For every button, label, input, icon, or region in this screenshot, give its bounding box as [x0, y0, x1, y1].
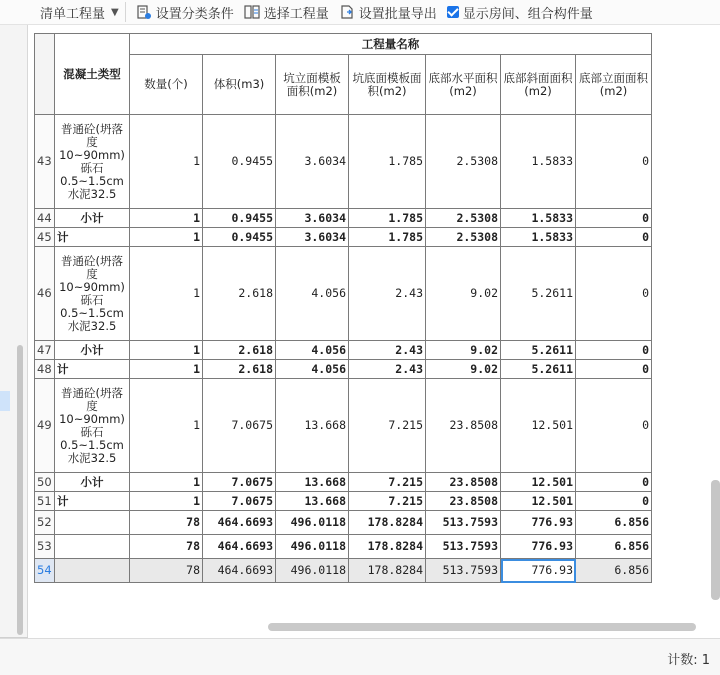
cell-volume[interactable]: 2.618 — [203, 247, 276, 341]
cell-count[interactable]: 1 — [130, 247, 203, 341]
cell-volume[interactable]: 464.6693 — [203, 559, 276, 583]
quantity-grid — [34, 33, 652, 583]
cell-pit-vertical-form[interactable]: 4.056 — [276, 247, 349, 341]
row-number[interactable]: 48 — [35, 360, 55, 379]
category-settings-icon — [136, 4, 152, 20]
header-bottom-horizontal[interactable]: 底部水平面积(m2) — [426, 55, 501, 115]
table-row[interactable] — [35, 247, 652, 341]
cell-bottom-vertical[interactable]: 0 — [576, 341, 652, 360]
row-number[interactable]: 46 — [35, 247, 55, 341]
cell-bottom-vertical[interactable]: 0 — [576, 228, 652, 247]
list-quantity-dropdown-label: 清单工程量 — [40, 6, 106, 22]
cell-bottom-slope[interactable]: 5.2611 — [501, 360, 576, 379]
table-row[interactable] — [35, 379, 652, 473]
total-label[interactable]: 计 — [55, 228, 130, 247]
status-bar — [0, 638, 720, 675]
batch-export-button[interactable] — [339, 3, 437, 22]
cell-pit-bottom-form[interactable]: 1.785 — [349, 115, 426, 209]
total-label[interactable]: 计 — [55, 360, 130, 379]
toolbar — [0, 0, 720, 25]
cell-pit-vertical-form[interactable]: 13.668 — [276, 473, 349, 492]
cell-bottom-slope[interactable]: 776.93 — [501, 535, 576, 559]
vertical-scrollbar[interactable] — [711, 480, 720, 600]
cell-pit-vertical-form[interactable]: 3.6034 — [276, 209, 349, 228]
select-quantity-label: 选择工程量 — [263, 6, 329, 22]
cell-bottom-vertical[interactable]: 6.856 — [576, 559, 652, 583]
checkbox-checked-icon — [447, 6, 459, 18]
cell-bottom-slope[interactable]: 1.5833 — [501, 209, 576, 228]
row-number[interactable]: 51 — [35, 492, 55, 511]
subtotal-label[interactable]: 小计 — [55, 209, 130, 228]
cell-volume[interactable]: 0.9455 — [203, 115, 276, 209]
cell-bottom-horizontal[interactable]: 2.5308 — [426, 209, 501, 228]
cell-pit-bottom-form[interactable]: 1.785 — [349, 228, 426, 247]
cell-pit-vertical-form[interactable]: 496.0118 — [276, 535, 349, 559]
cell-pit-vertical-form[interactable]: 496.0118 — [276, 559, 349, 583]
table-row[interactable] — [35, 209, 652, 228]
header-concrete-type[interactable]: 混凝土类型 — [55, 34, 130, 115]
cell-volume[interactable]: 0.9455 — [203, 209, 276, 228]
selection-count: 计数: 1 — [667, 653, 710, 668]
cell-count[interactable]: 78 — [130, 511, 203, 535]
select-quantity-button[interactable] — [244, 3, 329, 22]
cell-volume[interactable]: 464.6693 — [203, 511, 276, 535]
batch-export-label: 设置批量导出 — [358, 6, 437, 22]
header-pit-vertical-form[interactable]: 坑立面模板面积(m2) — [276, 55, 349, 115]
cell-bottom-horizontal[interactable]: 23.8508 — [426, 473, 501, 492]
header-bottom-slope[interactable]: 底部斜面面积(m2) — [501, 55, 576, 115]
cell-pit-bottom-form[interactable]: 178.8284 — [349, 559, 426, 583]
cell-pit-bottom-form[interactable]: 178.8284 — [349, 535, 426, 559]
row-number[interactable]: 47 — [35, 341, 55, 360]
cell-count[interactable]: 1 — [130, 228, 203, 247]
cell-pit-bottom-form[interactable]: 7.215 — [349, 473, 426, 492]
grid-corner — [35, 34, 55, 115]
header-bottom-vertical[interactable]: 底部立面面积(m2) — [576, 55, 652, 115]
table-row[interactable] — [35, 535, 652, 559]
concrete-type-cell[interactable] — [55, 559, 130, 583]
header-quantity-name: 工程量名称 — [130, 34, 652, 55]
table-row[interactable] — [35, 228, 652, 247]
table-row[interactable] — [35, 115, 652, 209]
cell-bottom-vertical[interactable]: 0 — [576, 247, 652, 341]
cell-volume[interactable]: 7.0675 — [203, 492, 276, 511]
cell-bottom-vertical[interactable]: 0 — [576, 360, 652, 379]
set-category-label: 设置分类条件 — [155, 6, 234, 22]
export-icon — [339, 4, 355, 20]
row-number[interactable]: 53 — [35, 535, 55, 559]
cell-bottom-slope[interactable]: 776.93 — [501, 511, 576, 535]
cell-count[interactable]: 1 — [130, 115, 203, 209]
row-number-selected: 54 — [37, 563, 52, 577]
cell-volume[interactable]: 2.618 — [203, 360, 276, 379]
select-quantity-icon — [244, 4, 260, 20]
cell-bottom-horizontal[interactable]: 23.8508 — [426, 492, 501, 511]
table-row[interactable] — [35, 473, 652, 492]
cell-bottom-slope[interactable]: 5.2611 — [501, 247, 576, 341]
cell-bottom-slope[interactable]: 12.501 — [501, 492, 576, 511]
cell-pit-vertical-form[interactable]: 3.6034 — [276, 228, 349, 247]
cell-volume[interactable]: 2.618 — [203, 341, 276, 360]
table-row[interactable] — [35, 511, 652, 535]
table-row[interactable] — [35, 341, 652, 360]
cell-bottom-horizontal[interactable]: 513.7593 — [426, 511, 501, 535]
horizontal-scrollbar[interactable] — [268, 623, 696, 631]
concrete-type-cell[interactable]: 普通砼(坍落度10~90mm) 砾石0.5~1.5cm 水泥32.5 — [55, 115, 130, 209]
left-pane-selection — [0, 391, 10, 411]
show-rooms-checkbox[interactable] — [447, 3, 593, 22]
cell-bottom-slope-active[interactable]: 776.93 — [501, 559, 576, 583]
table-row[interactable] — [35, 492, 652, 511]
show-rooms-label: 显示房间、组合构件量 — [462, 6, 593, 22]
header-pit-bottom-form[interactable]: 坑底面模板面积(m2) — [349, 55, 426, 115]
set-category-button[interactable] — [136, 3, 234, 22]
cell-bottom-vertical[interactable]: 0 — [576, 492, 652, 511]
cell-bottom-horizontal[interactable]: 513.7593 — [426, 559, 501, 583]
cell-pit-bottom-form[interactable]: 2.43 — [349, 247, 426, 341]
concrete-type-cell[interactable]: 普通砼(坍落度10~90mm) 砾石0.5~1.5cm 水泥32.5 — [55, 247, 130, 341]
total-label[interactable]: 计 — [55, 492, 130, 511]
cell-bottom-slope[interactable]: 12.501 — [501, 473, 576, 492]
cell-count[interactable]: 1 — [130, 209, 203, 228]
cell-count[interactable]: 1 — [130, 473, 203, 492]
cell-bottom-horizontal[interactable]: 2.5308 — [426, 228, 501, 247]
cell-volume[interactable]: 7.0675 — [203, 473, 276, 492]
row-number[interactable]: 44 — [35, 209, 55, 228]
cell-bottom-horizontal[interactable]: 9.02 — [426, 341, 501, 360]
cell-bottom-slope[interactable]: 5.2611 — [501, 341, 576, 360]
cell-bottom-horizontal[interactable]: 23.8508 — [426, 379, 501, 473]
cell-bottom-vertical[interactable]: 6.856 — [576, 535, 652, 559]
cell-pit-bottom-form[interactable]: 7.215 — [349, 379, 426, 473]
row-number[interactable]: 43 — [35, 115, 55, 209]
cell-bottom-horizontal[interactable]: 513.7593 — [426, 535, 501, 559]
cell-bottom-horizontal[interactable]: 9.02 — [426, 247, 501, 341]
cell-count[interactable]: 1 — [130, 379, 203, 473]
cell-pit-vertical-form[interactable]: 4.056 — [276, 360, 349, 379]
cell-count[interactable]: 78 — [130, 559, 203, 583]
cell-bottom-vertical[interactable]: 0 — [576, 473, 652, 492]
table-row-selected[interactable] — [35, 559, 652, 583]
header-count[interactable]: 数量(个) — [130, 55, 203, 115]
header-volume[interactable]: 体积(m3) — [203, 55, 276, 115]
cell-bottom-slope[interactable]: 1.5833 — [501, 228, 576, 247]
cell-bottom-vertical[interactable]: 6.856 — [576, 511, 652, 535]
cell-pit-vertical-form[interactable]: 4.056 — [276, 341, 349, 360]
cell-count[interactable]: 1 — [130, 492, 203, 511]
row-number[interactable] — [35, 559, 55, 583]
cell-bottom-vertical[interactable]: 0 — [576, 379, 652, 473]
cell-pit-bottom-form[interactable]: 1.785 — [349, 209, 426, 228]
table-row[interactable] — [35, 360, 652, 379]
cell-pit-vertical-form[interactable]: 13.668 — [276, 492, 349, 511]
left-pane — [0, 25, 28, 637]
cell-bottom-horizontal[interactable]: 2.5308 — [426, 115, 501, 209]
list-quantity-dropdown[interactable] — [40, 2, 126, 22]
cell-volume[interactable]: 464.6693 — [203, 535, 276, 559]
concrete-type-cell[interactable]: 普通砼(坍落度10~90mm) 砾石0.5~1.5cm 水泥32.5 — [55, 379, 130, 473]
cell-count[interactable]: 1 — [130, 341, 203, 360]
cell-volume[interactable]: 0.9455 — [203, 228, 276, 247]
cell-pit-vertical-form[interactable]: 496.0118 — [276, 511, 349, 535]
cell-bottom-horizontal[interactable]: 9.02 — [426, 360, 501, 379]
cell-bottom-slope[interactable]: 12.501 — [501, 379, 576, 473]
cell-pit-vertical-form[interactable]: 3.6034 — [276, 115, 349, 209]
cell-count[interactable]: 1 — [130, 360, 203, 379]
left-pane-scrollbar[interactable] — [17, 345, 23, 635]
cell-pit-bottom-form[interactable]: 2.43 — [349, 360, 426, 379]
row-number[interactable]: 52 — [35, 511, 55, 535]
cell-bottom-vertical[interactable]: 0 — [576, 115, 652, 209]
subtotal-label[interactable]: 小计 — [55, 341, 130, 360]
cell-pit-bottom-form[interactable]: 2.43 — [349, 341, 426, 360]
row-number[interactable]: 45 — [35, 228, 55, 247]
concrete-type-cell[interactable] — [55, 511, 130, 535]
cell-pit-vertical-form[interactable]: 13.668 — [276, 379, 349, 473]
row-number[interactable]: 50 — [35, 473, 55, 492]
cell-count[interactable]: 78 — [130, 535, 203, 559]
cell-bottom-vertical[interactable]: 0 — [576, 209, 652, 228]
concrete-type-cell[interactable] — [55, 535, 130, 559]
cell-pit-bottom-form[interactable]: 178.8284 — [349, 511, 426, 535]
row-number[interactable]: 49 — [35, 379, 55, 473]
subtotal-label[interactable]: 小计 — [55, 473, 130, 492]
cell-volume[interactable]: 7.0675 — [203, 379, 276, 473]
cell-bottom-slope[interactable]: 1.5833 — [501, 115, 576, 209]
cell-pit-bottom-form[interactable]: 7.215 — [349, 492, 426, 511]
chevron-down-icon: ▼ — [111, 6, 119, 18]
